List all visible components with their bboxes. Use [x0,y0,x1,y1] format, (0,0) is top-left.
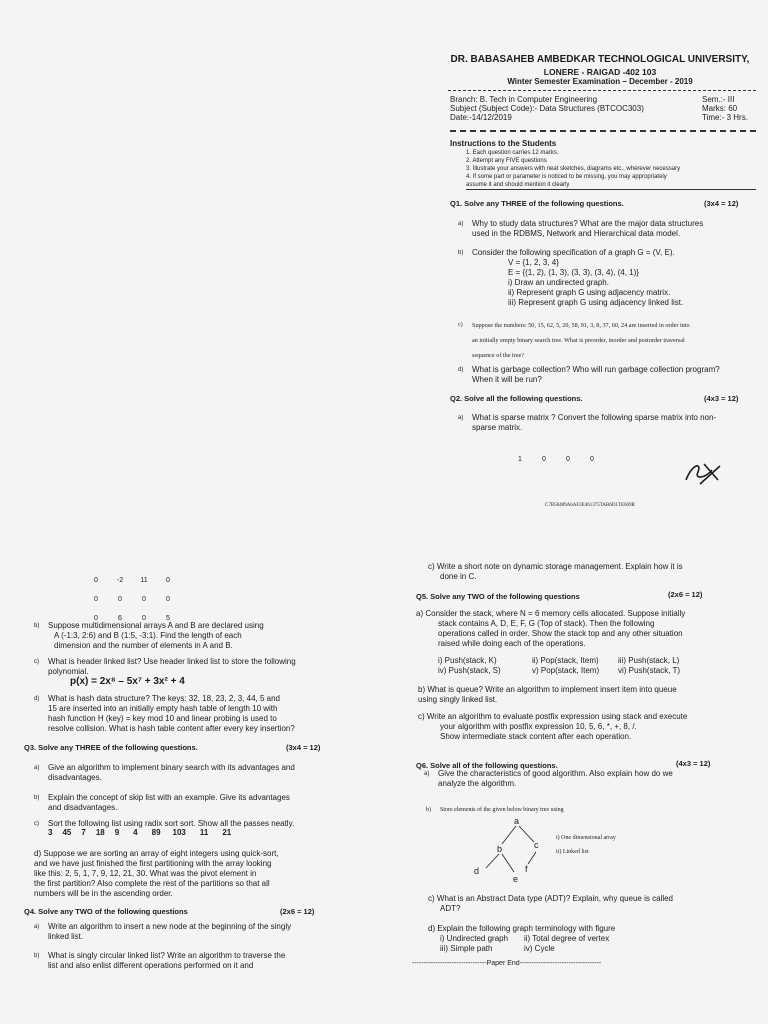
q6-a: a) Give the characteristics of good algorithm. Also explain how do we analyze the algorithm. [424,769,673,788]
q5-heading: Q5. Solve any TWO of the following questions [416,592,580,601]
sparse-matrix-row-1: 1 0 0 0 [518,456,594,463]
q1-c: c) Suppose the numbers: 50, 15, 62, 5, 20, 58, 91, 3, 8, 37, 60, 24 are inserted in order into an initially empty binary search tree. What is preorder, inorder and postorder traversal sequence of the tree? [458,322,690,359]
q6-marks: (4x3 = 12) [676,759,711,768]
q6-heading: Q6. Solve all of the following questions. [416,761,558,770]
instructions-list: 1. Each question carries 12 marks. 2. Attempt any FIVE questions 3. Illustrate your answers with neat sketches, diagrams etc., wherever necessary 4. If some part or parameter is noticed to be missing, you may appropriately assume it and should mention it clearly [466,150,681,188]
q3-a: a) Give an algorithm to implement binary search with its advantages and disadvantages. [34,763,295,782]
polynomial: p(x) = 2x⁸ – 5x⁷ + 3x² + 4 [70,676,185,687]
tree-node-d: d [474,866,480,876]
q5-a-operations: i) Push(stack, K) ii) Pop(stack, Item) iii) Push(stack, L) iv) Push(stack, S) v) Pop(stack, Item) vi) Push(stack, T) [438,656,681,675]
matrix-row: 0 -2 11 0 [94,577,170,584]
tree-node-c: c [534,840,539,850]
time: Time:- 3 Hrs. [702,113,748,122]
tree-node-e: e [513,874,519,884]
q2-d: d) What is hash data structure? The keys: 32, 18, 23, 2, 3, 44, 5 and 15 are inserted into an initially empty hash table of length 10 with hash function H (key) = key mod 10 and linear probing is used to resolve collision. What is hash table content after every key insertion? [34,694,295,733]
q3-b: b) Explain the concept of skip list with an example. Give its advantages and disadvantages. [34,793,290,812]
university-location: LONERE - RAIGAD -402 103 [543,67,657,77]
q4-b: b) What is singly circular linked list? Write an algorithm to traverse the list and also enlist different operations performed on it and [34,951,286,970]
q3-c: c) Sort the following list using radix sort sort. Show all the passes neatly. [34,819,295,828]
q1-d: d) What is garbage collection? Who will run garbage collection program? When it will be run? [458,365,720,384]
q2-c: c) What is header linked list? Use header linked list to store the following polynomial. p(x) = 2x⁸ – 5x⁷ + 3x² + 4 [34,657,344,687]
binary-tree-diagram [466,814,556,886]
q6-d: d) Explain the following graph terminology with figure i) Undirected graph ii) Total degree of vertex iii) Simple path iv) Cycle [428,924,616,953]
exam-title: Winter Semester Examination – December - 2019 [507,77,693,86]
tree-edge [502,826,516,844]
q4-c: c) Write a short note on dynamic storage management. Explain how it is done in C. [428,562,683,581]
signature-icon [680,458,724,488]
divider [588,189,756,190]
tree-edge [486,854,499,868]
q4-marks: (2x6 = 12) [280,907,315,916]
tree-node-b: b [497,844,503,854]
tree-storage-options: i) One dimensional array ii) Linked list [556,835,616,855]
q1-heading: Q1. Solve any THREE of the following questions. [450,199,624,208]
q6-b: b) Store elements of the given below binary tree using [426,807,564,813]
q5-a: a) Consider the stack, where N = 6 memory cells allocated. Suppose initially stack contains A, D, E, F, G (Top of stack). Then the following operations called in order. Show the stack top and any other situation raised while doing each of the operations. [416,609,686,648]
q2-marks: (4x3 = 12) [704,394,739,403]
tree-edge [528,852,536,864]
exam-date: Date:-14/12/2019 [450,113,512,122]
tree-node-f: f [525,864,528,874]
matrix-row: 0 0 0 0 [94,596,170,603]
q1-a: a) Why to study data structures? What are the major data structures used in the RDBMS, Network and Hierarchical data model. [458,219,704,238]
tree-node-a: a [514,816,520,826]
matrix-row: 0 6 0 5 [94,615,170,622]
tree-edge [502,854,514,872]
tree-edge [519,826,534,842]
q2-a: a) What is sparse matrix ? Convert the following sparse matrix into non- sparse matrix. [458,413,717,432]
q5-marks: (2x6 = 12) [668,590,703,599]
q3-marks: (3x4 = 12) [286,743,321,752]
divider [450,130,756,132]
q2-heading: Q2. Solve all the following questions. [450,394,583,403]
q1-b: b) Consider the following specification of a graph G = (V, E). V = {1, 2, 3, 4} E = {(1, 2), (1, 3), (3, 3), (3, 4), (4, 1)} i) Draw an undirected graph. ii) Represent graph G using adjacency matrix. iii) Represent graph G using adjacency linked list. [458,248,684,307]
q4-a: a) Write an algorithm to insert a new node at the beginning of the singly linked list. [34,922,292,941]
divider [448,90,756,91]
subject: Subject (Subject Code):- Data Structures (BTCOC303) [450,104,644,113]
q2-b: b) Suppose multidimensional arrays A and B are declared using A (-1:3, 2:6) and B (1:5, -3:1). Find the length of each dimension and the number of elements in A and B. [34,621,264,650]
branch: Branch: B. Tech in Computer Engineering [450,95,598,104]
instructions-title: Instructions to the Students [450,139,557,148]
q3-d: d) Suppose we are sorting an array of eight integers using quick-sort, and we have just finished the first partitioning with the array looking like this: 2, 5, 1, 7, 9, 12, 21, 30. What was the pivot element in the first partition? Also complete the rest of the partitions so that all numbers will be in the ascending order. [34,849,279,898]
q4-heading: Q4. Solve any TWO of the following questions [24,907,188,916]
university-name: DR. BABASAHEB AMBEDKAR TECHNOLOGICAL UNIVERSITY, [450,54,750,65]
paper-end: --------------------------------Paper End----------------------------------- [412,960,602,967]
q5-c: c) Write an algorithm to evaluate postfix expression using stack and execute your algorithm with postfix expression 10, 5, 6, *, +, 8, /. Show intermediate stack content after each operation. [418,712,688,741]
radix-list: 3 45 7 18 9 4 89 103 11 21 [48,828,232,837]
sparse-matrix-rest [84,570,180,627]
marks: Marks: 60 [702,104,738,113]
q3-heading: Q3. Solve any THREE of the following questions. [24,743,198,752]
q6-c: c) What is an Abstract Data type (ADT)? Explain, why queue is called ADT? [428,894,673,913]
q5-b: b) What is queue? Write an algorithm to implement insert item into queue using singly linked list. [418,685,677,704]
semester: Sem.:- III [702,95,735,104]
q1-marks: (3x4 = 12) [704,199,739,208]
paper-code: C7B58489A6AF2E461375TAB6D1TE669R [545,503,635,508]
